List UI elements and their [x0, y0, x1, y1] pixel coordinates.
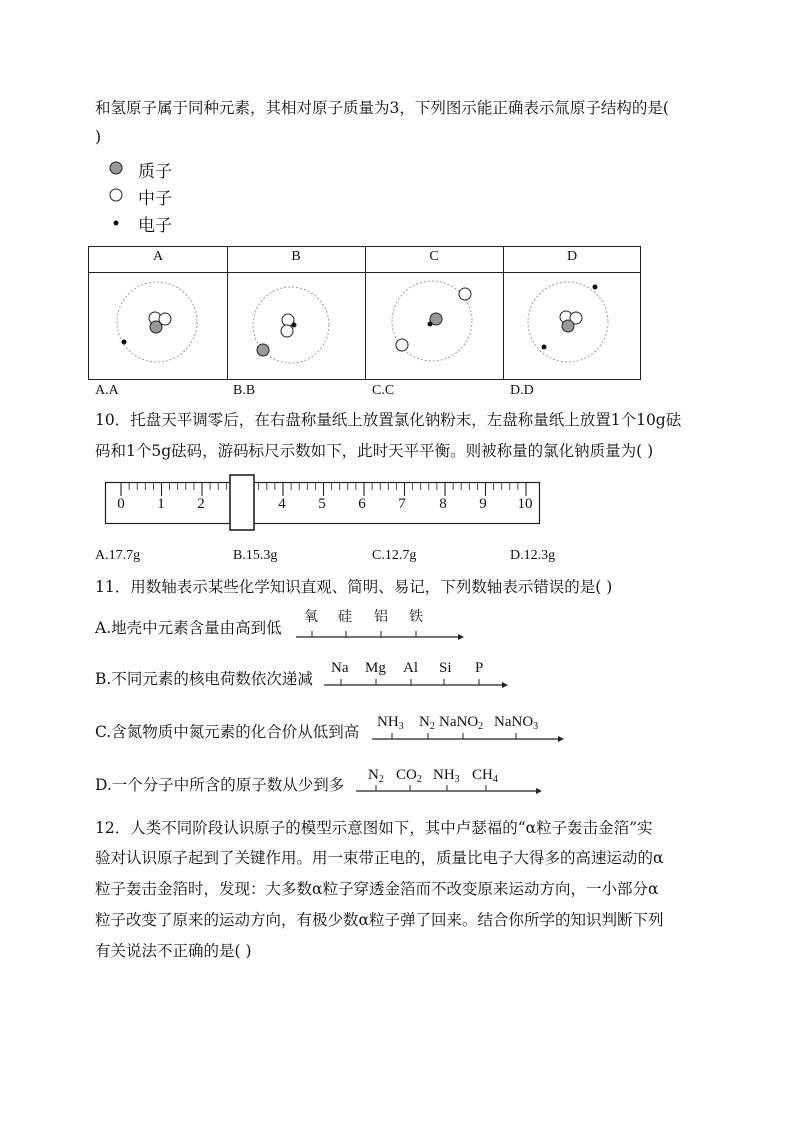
q10-option-d[interactable]: D.12.3g — [510, 548, 556, 563]
q11-b-label-na: Na — [331, 660, 349, 676]
neutron-icon — [281, 325, 293, 337]
q11-option-a-text[interactable]: A.地壳中元素含量由高到低 — [95, 619, 282, 637]
q11-a-label-aluminum: 铝 — [374, 610, 388, 625]
q12-stem-line5: 有关说法不正确的是( ) — [95, 942, 252, 960]
q10-stem-line1: 10．托盘天平调零后，在右盘称量纸上放置氯化钠粉末，左盘称量纸上放置1个10g砝 — [95, 411, 682, 429]
q11-a-label-silicon: 硅 — [338, 610, 352, 625]
q11-option-c-text[interactable]: C.含氮物质中氮元素的化合价从低到高 — [95, 723, 360, 741]
q11-a-label-oxygen: 氧 — [304, 610, 318, 625]
proton-icon — [562, 320, 574, 332]
q11-c-axis — [372, 733, 564, 749]
atom-diagram-b — [248, 278, 344, 374]
neutron-icon — [396, 339, 408, 351]
q11-a-axis — [296, 628, 464, 644]
q11-d-label-ch4: $CH_4$ — [472, 767, 498, 785]
ruler-number-6: 6 — [358, 496, 366, 512]
q11-b-label-si: Si — [439, 660, 452, 676]
q11-option-d-text[interactable]: D.一个分子中所含的原子数从少到多 — [95, 776, 345, 794]
q11-a-label-iron: 铁 — [409, 610, 423, 625]
q9-stem-line2: ) — [95, 128, 102, 146]
q11-b-label-mg: Mg — [365, 660, 386, 676]
atom-diagram-d — [524, 278, 620, 374]
neutron-icon — [108, 187, 124, 203]
q12-stem-line3: 粒子轰击金箔时，发现：大多数α粒子穿透金箔而不改变原来运动方向，一小部分α — [95, 880, 659, 898]
legend-electron-label: 电子 — [138, 216, 172, 236]
table-header-c: C — [429, 249, 439, 264]
q11-b-label-al: Al — [403, 660, 418, 676]
neutron-icon — [459, 288, 471, 300]
q10-option-b[interactable]: B.15.3g — [233, 548, 278, 563]
q10-stem-line2: 码和1个5g砝码，游码标尺示数如下，此时天平平衡。则被称量的氯化钠质量为( ) — [95, 442, 654, 460]
q11-d-label-co2: $CO_2$ — [396, 767, 422, 785]
ruler-number-0: 0 — [117, 496, 125, 512]
q11-b-label-p: P — [475, 660, 484, 676]
ruler-number-8: 8 — [439, 496, 447, 512]
atom-diagram-c — [386, 278, 482, 374]
table-header-d: D — [566, 249, 578, 264]
table-header-b: B — [291, 249, 301, 264]
q10-option-c[interactable]: C.12.7g — [372, 548, 417, 563]
atom-diagram-a — [110, 278, 206, 374]
q9-stem-line1: 和氢原子属于同种元素，其相对原子质量为3，下列图示能正确表示氚原子结构的是( — [95, 99, 669, 117]
ruler-number-2: 2 — [197, 496, 205, 512]
q11-stem: 11．用数轴表示某些化学知识直观、简明、易记，下列数轴表示错误的是( ) — [95, 578, 613, 596]
ruler-number-4: 4 — [278, 496, 286, 512]
q12-stem-line2: 验对认识原子起到了关键作用。用一束带正电的，质量比电子大得多的高速运动的α — [95, 849, 664, 867]
q11-c-label-n2: $N_2$ — [419, 714, 435, 732]
ruler-number-9: 9 — [479, 496, 487, 512]
electron-icon — [428, 322, 433, 327]
electron-icon — [108, 214, 124, 230]
proton-icon — [257, 344, 269, 356]
q12-stem-line4: 粒子改变了原来的运动方向，有极少数α粒子弹了回来。结合你所学的知识判断下列 — [95, 911, 664, 929]
q9-option-b[interactable]: B.B — [233, 383, 256, 398]
q11-d-label-nh3: $NH_3$ — [433, 767, 460, 785]
table-header-a: A — [152, 249, 164, 264]
ruler-number-5: 5 — [318, 496, 326, 512]
ruler-number-1: 1 — [157, 496, 165, 512]
electron-icon — [122, 340, 127, 345]
ruler-number-10: 10 — [517, 496, 533, 512]
q11-b-axis — [324, 678, 508, 694]
q11-d-axis — [356, 784, 542, 800]
ruler-number-7: 7 — [398, 496, 406, 512]
legend-proton-label: 质子 — [138, 162, 172, 182]
q11-c-label-nano2: NaNO$_2$ — [439, 714, 484, 732]
q12-stem-line1: 12．人类不同阶段认识原子的模型示意图如下，其中卢瑟福的“α粒子轰击金箔”实 — [95, 819, 653, 837]
q11-option-b-text[interactable]: B.不同元素的核电荷数依次递减 — [95, 670, 313, 688]
q11-c-label-nano3: NaNO$_3$ — [494, 714, 539, 732]
electron-icon — [593, 285, 598, 290]
proton-icon — [108, 160, 124, 176]
q10-option-a[interactable]: A.17.7g — [95, 548, 141, 563]
q9-option-c[interactable]: C.C — [372, 383, 395, 398]
legend-neutron-label: 中子 — [138, 189, 172, 209]
proton-icon — [150, 321, 162, 333]
ruler-rider — [230, 475, 254, 530]
q9-option-a[interactable]: A.A — [95, 383, 119, 398]
q9-option-d[interactable]: D.D — [510, 383, 534, 398]
q11-c-label-nh3: $NH_3$ — [377, 714, 404, 732]
electron-icon — [542, 345, 547, 350]
electron-icon — [292, 323, 297, 328]
q11-d-label-n2: $N_2$ — [368, 767, 384, 785]
